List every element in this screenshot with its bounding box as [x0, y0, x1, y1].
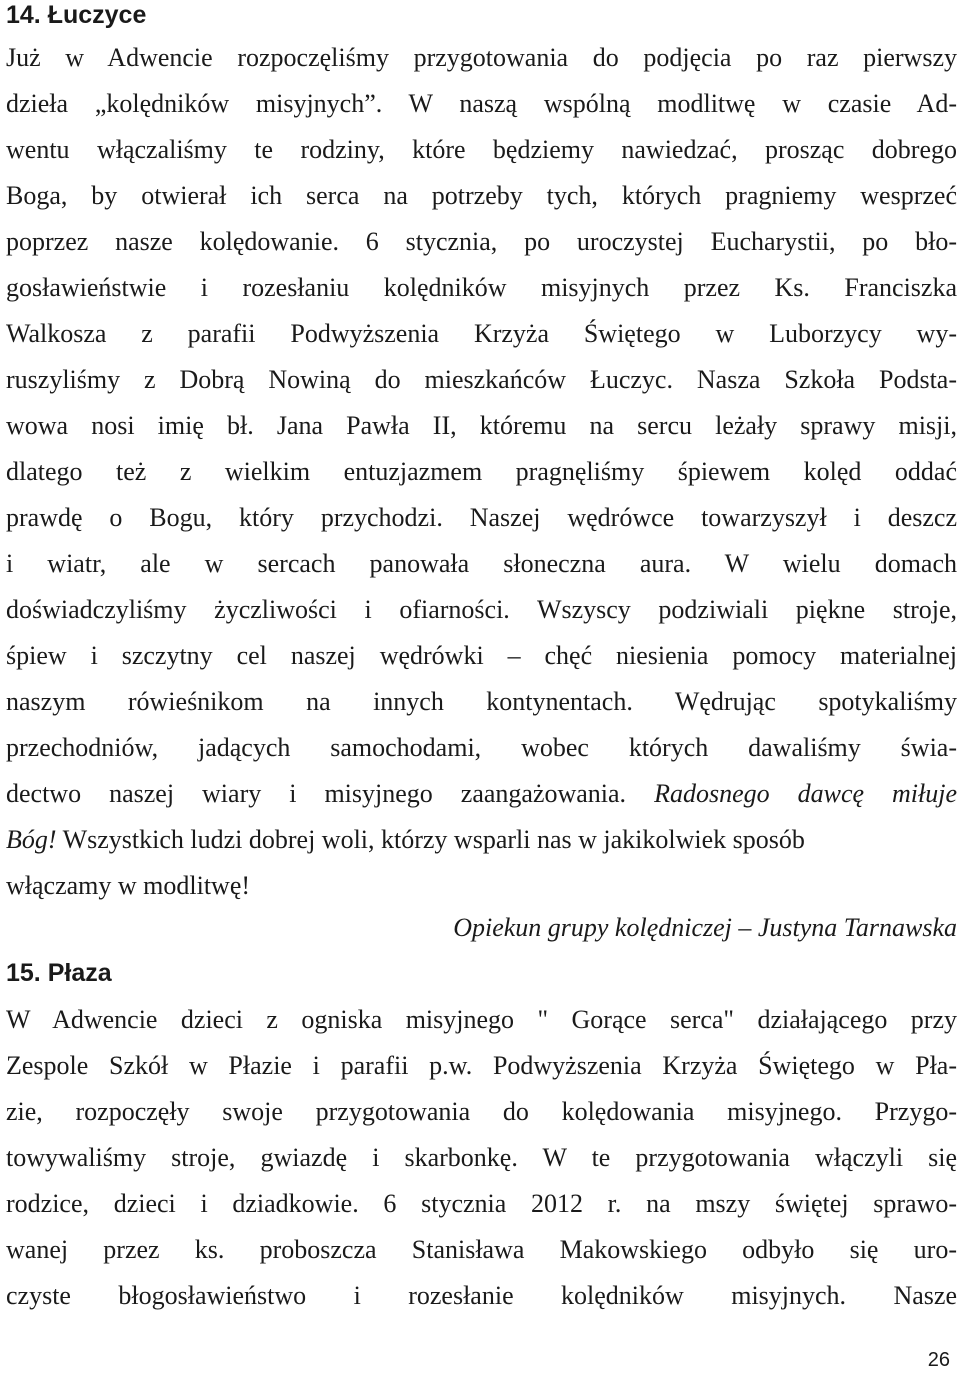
paragraph-line: Zespole Szkół w Płazie i parafii p.w. Podwyższenia Krzyża Świętego w Pła- — [6, 1051, 957, 1080]
paragraph-line: towywaliśmy stroje, gwiazdę i skarbonkę. W te przygotowania włączyli się — [6, 1143, 957, 1172]
paragraph-line: Boga, by otwierał ich serca na potrzeby tych, których pragniemy wesprzeć — [6, 181, 957, 210]
paragraph-line: śpiew i szczytny cel naszej wędrówki – chęć niesienia pomocy materialnej — [6, 641, 957, 670]
section-heading-luczyce: 14. Łuczyce — [6, 1, 147, 29]
paragraph-line: wanej przez ks. proboszcza Stanisława Makowskiego odbyło się uro- — [6, 1235, 957, 1264]
paragraph-line: ruszyliśmy z Dobrą Nowiną do mieszkańców Łuczyc. Nasza Szkoła Podsta- — [6, 365, 957, 394]
paragraph-line: czyste błogosławieństwo i rozesłanie kolędników misyjnych. Nasze — [6, 1281, 957, 1310]
paragraph-line: prawdę o Bogu, który przychodzi. Naszej wędrówce towarzyszył i deszcz — [6, 503, 957, 532]
paragraph-line: Walkosza z parafii Podwyższenia Krzyża Świętego w Luborzycy wy- — [6, 319, 957, 348]
paragraph-line: rodzice, dzieci i dziadkowie. 6 stycznia 2012 r. na mszy świętej sprawo- — [6, 1189, 957, 1218]
paragraph-line: i wiatr, ale w sercach panowała słoneczna aura. W wielu domach — [6, 549, 957, 578]
paragraph-line: doświadczyliśmy życzliwości i ofiarności. Wszyscy podziwiali piękne stroje, — [6, 595, 957, 624]
paragraph-line: dzieła „kolędników misyjnych”. W naszą wspólną modlitwę w czasie Ad- — [6, 89, 957, 118]
paragraph-line: zie, rozpoczęły swoje przygotowania do kolędowania misyjnego. Przygo- — [6, 1097, 957, 1126]
paragraph-line: gosławieństwie i rozesłaniu kolędników misyjnych przez Ks. Franciszka — [6, 273, 957, 302]
paragraph-line: poprzez nasze kolędowanie. 6 stycznia, po uroczystej Eucharystii, po bło- — [6, 227, 957, 256]
line-text: dectwo naszej wiary i misyjnego zaangażowania. — [6, 779, 627, 808]
paragraph-line: dlatego też z wielkim entuzjazmem pragnęliśmy śpiewem kolęd oddać — [6, 457, 957, 486]
paragraph-line: wowa nosi imię bł. Jana Pawła II, któremu na sercu leżały sprawy misji, — [6, 411, 957, 440]
paragraph-line: Już w Adwencie rozpoczęliśmy przygotowania do podjęcia po raz pierwszy — [6, 43, 957, 72]
paragraph-line: W Adwencie dzieci z ogniska misyjnego " Gorące serca" działającego przy — [6, 1005, 957, 1034]
paragraph-line: włączamy w modlitwę! — [6, 871, 251, 900]
paragraph-line — [6, 824, 957, 856]
page-number: 26 — [927, 1349, 950, 1371]
italic-motto-end: Bóg! — [6, 825, 57, 854]
paragraph-line: przechodniów, jadących samochodami, wobec których dawaliśmy świa- — [6, 733, 957, 762]
paragraph-line — [6, 778, 957, 810]
italic-motto: Radosnego dawcę miłuje — [654, 779, 958, 808]
paragraph-line: wentu włączaliśmy te rodziny, które będziemy nawiedzać, prosząc dobrego — [6, 135, 957, 164]
signature: Opiekun grupy kolędniczej – Justyna Tarnawska — [453, 913, 957, 942]
section-heading-plaza: 15. Płaza — [6, 959, 112, 987]
line-text: Wszystkich ludzi dobrej woli, którzy wsparli nas w jakikolwiek sposób — [56, 825, 805, 854]
paragraph-line: naszym rówieśnikom na innych kontynentach. Wędrując spotykaliśmy — [6, 687, 957, 716]
